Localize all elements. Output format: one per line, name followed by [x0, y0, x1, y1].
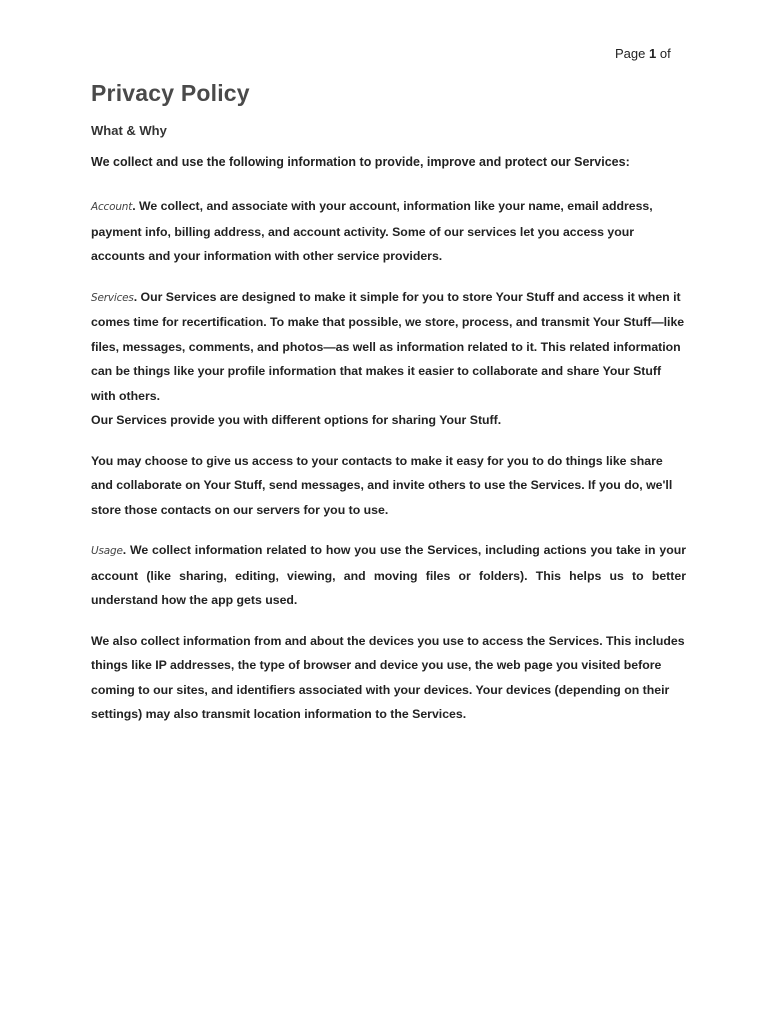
contacts-paragraph: You may choose to give us access to your contacts to make it easy for you to do things like share and collaborate on Your Stuff, send messages, and invite others to use the Services. If you do, we'll store those contacts on our servers for you to use.	[91, 453, 673, 517]
account-term-period: .	[132, 199, 136, 213]
usage-paragraph	[91, 538, 686, 613]
services-term: Services	[91, 291, 134, 304]
page-prefix: Page	[615, 46, 646, 61]
document-body	[91, 80, 686, 743]
page-suffix: of	[659, 46, 671, 61]
devices-paragraph: We also collect information from and about the devices you use to access the Services. This includes things like IP addresses, the type of browser and device you use, the web page you visited before coming to our sites, and identifiers associated with your devices. Your devices (depending on their settings) may also transmit location information to the Services.	[91, 633, 685, 721]
document-title: Privacy Policy	[91, 80, 250, 106]
services-paragraph	[91, 285, 686, 409]
intro-paragraph: We collect and use the following information to provide, improve and protect our Services:	[91, 155, 630, 169]
services-term-period: .	[133, 289, 138, 304]
section-heading: What & Why	[91, 123, 167, 138]
account-text: We collect, and associate with your account, information like your name, email address, payment info, billing address, and account activity. Some of our services let you access your accounts and your information with other service providers.	[91, 199, 653, 263]
account-paragraph	[91, 194, 686, 269]
services-text: Our Services are designed to make it simple for you to store Your Stuff and access it when it comes time for recertification. To make that possible, we store, process, and transmit Your Stuff—like files, messages, comments, and photos—as well as information related to it. This related information can be things like your profile information that makes it easier to collaborate and share Your Stuff with others.	[91, 289, 685, 403]
usage-term-period: .	[122, 543, 127, 557]
usage-text: We collect information related to how you use the Services, including actions you take in your account (like sharing, editing, viewing, and moving files or folders). This helps us to better understand how the app gets used.	[91, 543, 686, 607]
services-followup-paragraph: Our Services provide you with different options for sharing Your Stuff.	[91, 413, 502, 427]
page-number: 1	[649, 46, 657, 61]
account-term: Account	[91, 201, 133, 213]
usage-term: Usage	[91, 545, 123, 557]
page-number-header	[615, 46, 671, 61]
